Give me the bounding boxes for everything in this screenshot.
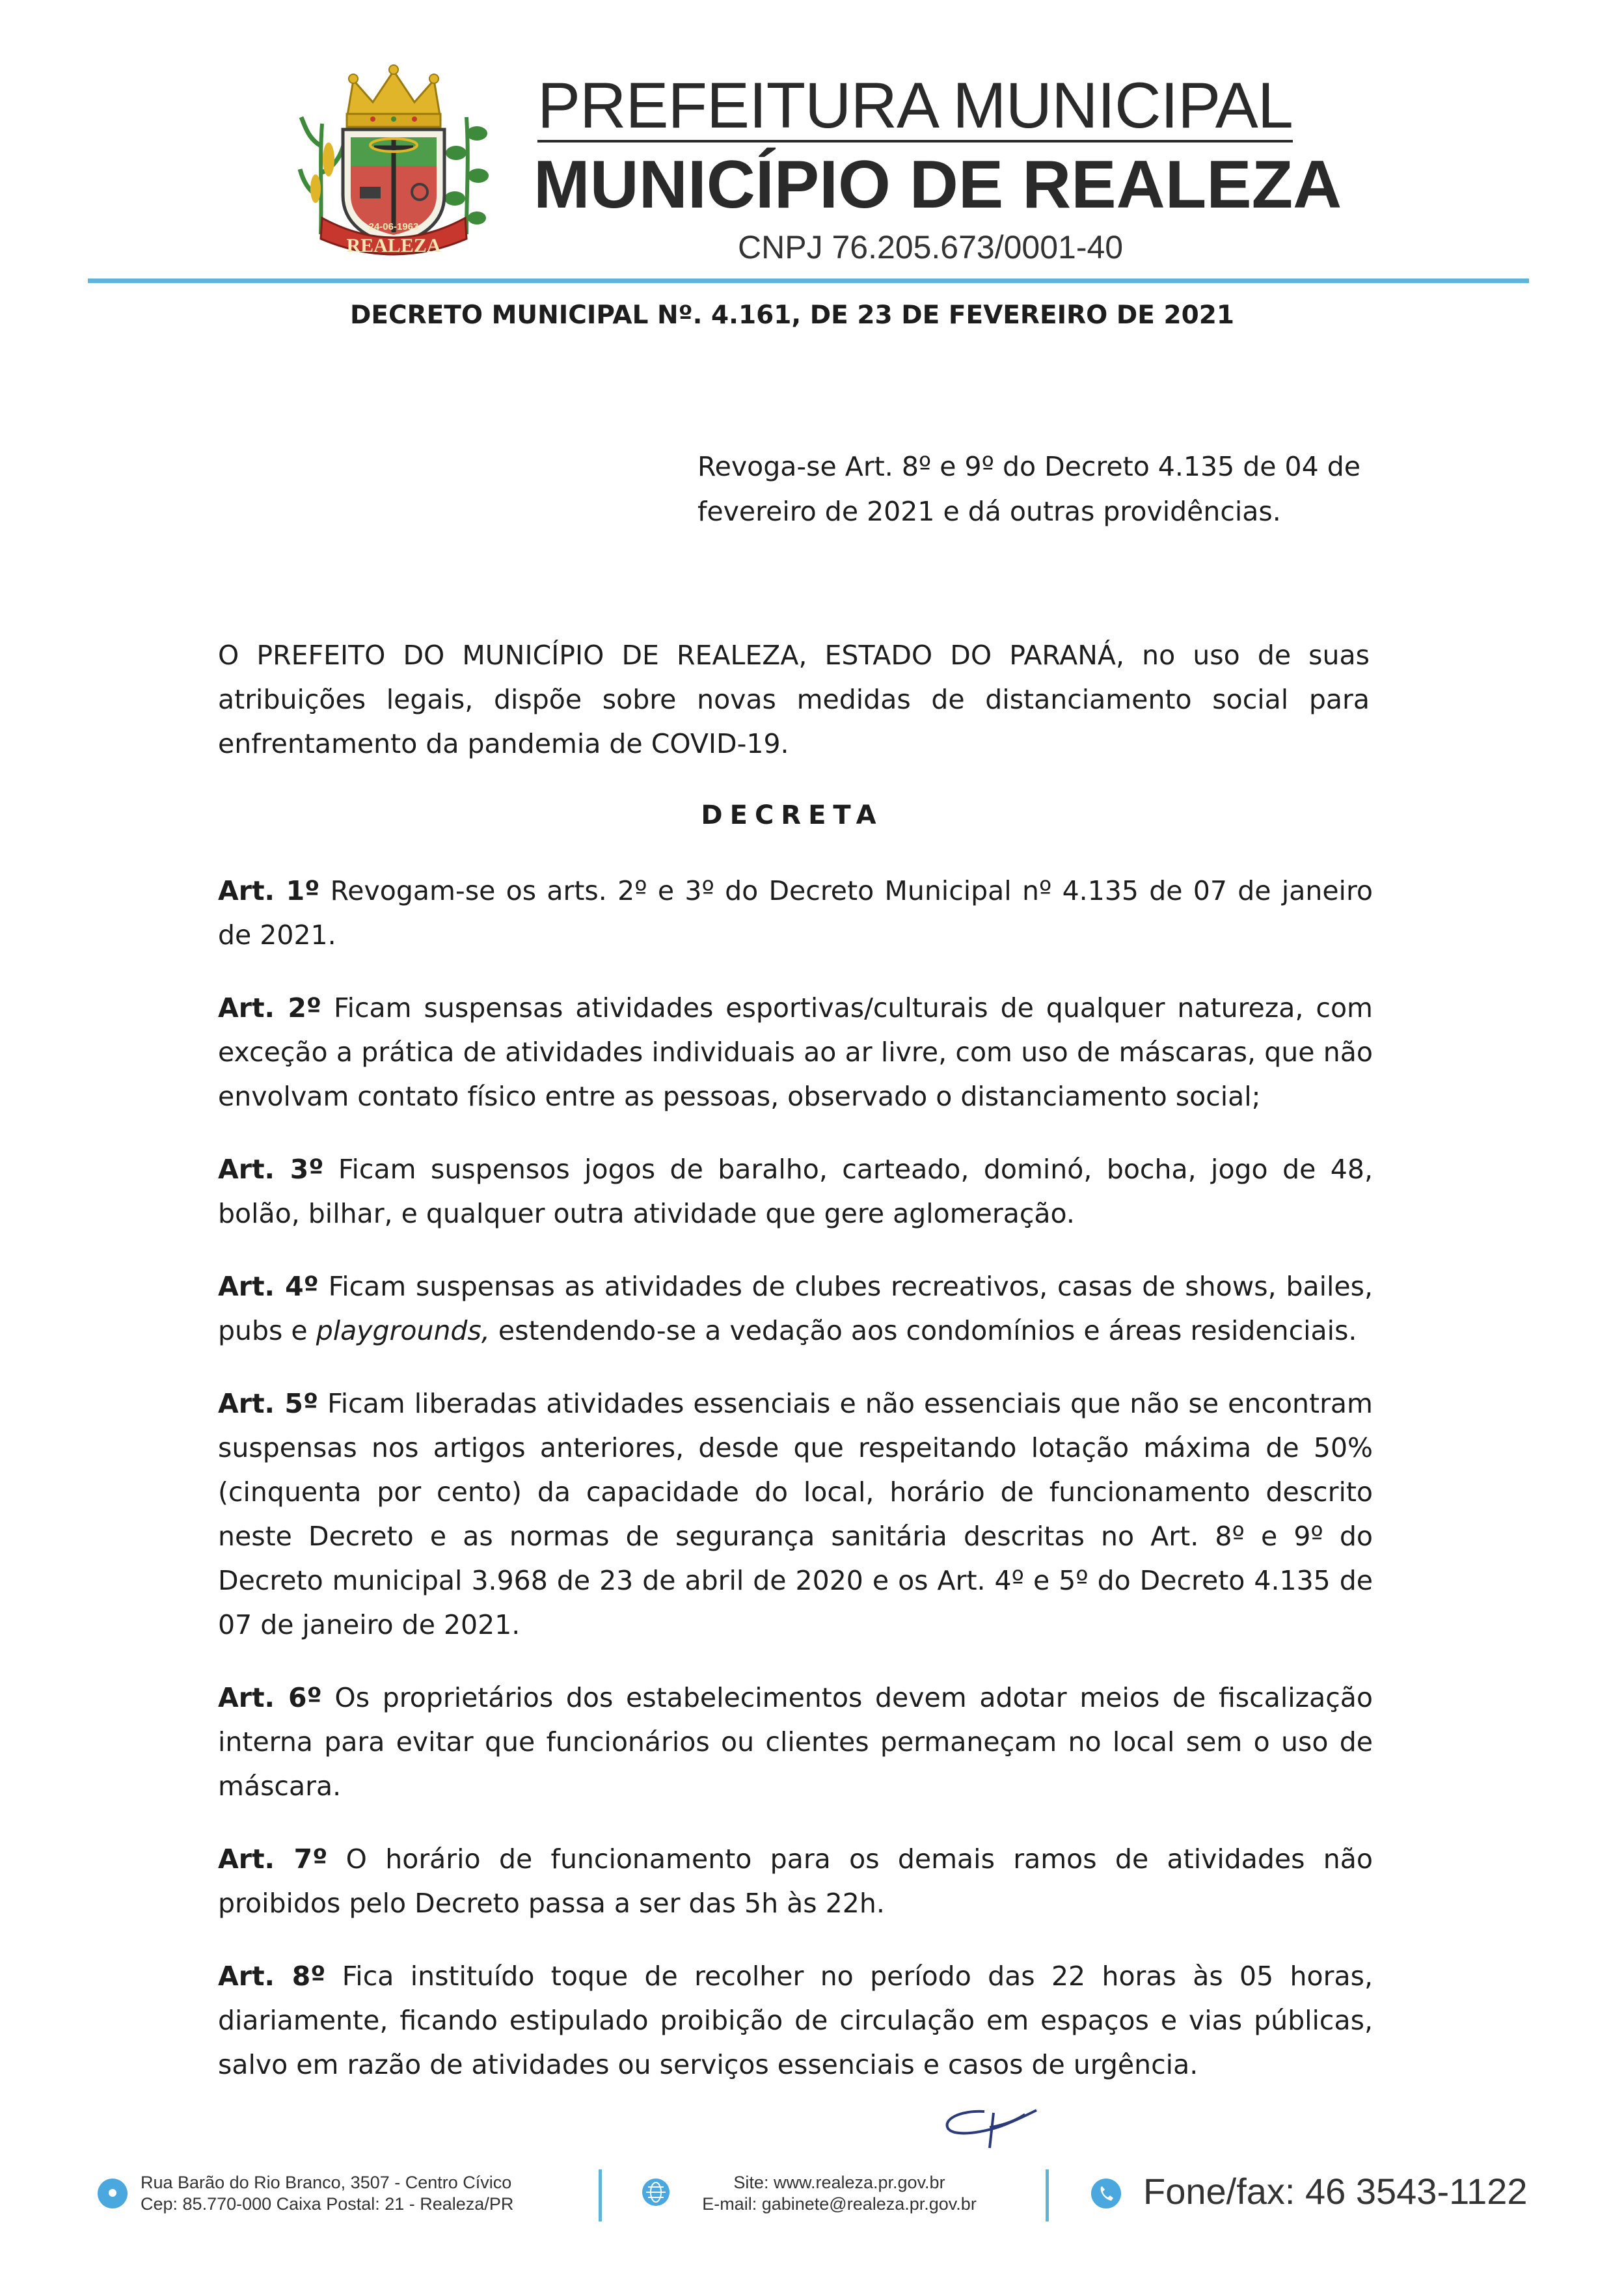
- globe-icon: [642, 2179, 670, 2206]
- crest-date: 24-06-1963: [368, 221, 419, 232]
- footer-phone: Fone/fax: 46 3543-1122: [1143, 2171, 1528, 2212]
- article-label: Art. 1º: [218, 875, 320, 906]
- article-text: estendendo-se a vedação aos condomínios e áreas residenciais.: [489, 1315, 1357, 1346]
- decreta-heading: DECRETA: [701, 800, 884, 830]
- footer-divider: [599, 2169, 602, 2221]
- location-pin-icon: [98, 2179, 128, 2208]
- site-link[interactable]: Site: www.realeza.pr.gov.br: [733, 2173, 945, 2192]
- article-5: [218, 1381, 1373, 1647]
- crest-name: REALEZA: [346, 235, 441, 256]
- email-link[interactable]: E-mail: gabinete@realeza.pr.gov.br: [702, 2194, 977, 2214]
- article-text: Os proprietários dos estabelecimentos devem adotar meios de fiscalização interna para evitar que funcionários ou clientes permaneçam no local sem o uso de máscara.: [218, 1682, 1373, 1802]
- crest-ribbon: [321, 218, 467, 256]
- decree-title: DECRETO MUNICIPAL Nº. 4.161, DE 23 DE FEVEREIRO DE 2021: [349, 301, 1235, 330]
- cnpj-text: CNPJ 76.205.673/0001-40: [738, 229, 1124, 265]
- phone-icon: [1091, 2179, 1121, 2208]
- article-text: Fica instituído toque de recolher no período das 22 horas às 05 horas, diariamente, ficando estipulado proibição de circulação em espaços e vias públicas, salvo em razão de atividades ou serviços essenciais e casos de urgência.: [218, 1961, 1373, 2080]
- article-8: [218, 1954, 1373, 2087]
- article-text: Ficam suspensos jogos de baralho, carteado, dominó, bocha, jogo de 48, bolão, bilhar, e qualquer outra atividade que gere aglomeração.: [218, 1154, 1373, 1229]
- address-line-1: Rua Barão do Rio Branco, 3507 - Centro Cívico: [141, 2173, 512, 2192]
- article-4: [218, 1264, 1373, 1353]
- decree-preamble: O PREFEITO DO MUNICÍPIO DE REALEZA, ESTADO DO PARANÁ, no uso de suas atribuições legais, dispõe sobre novas medidas de distanciamento social para enfrentamento da pandemia de COVID-19.: [218, 640, 1370, 759]
- article-1: [218, 869, 1373, 957]
- footer: [0, 2159, 1624, 2231]
- article-7: [218, 1837, 1373, 1925]
- article-3: [218, 1147, 1373, 1236]
- article-label: Art. 3º: [218, 1154, 324, 1185]
- decree-ementa: Revoga-se Art. 8º e 9º do Decreto 4.135 de 04 de fevereiro de 2021 e dá outras providências.: [697, 451, 1360, 527]
- article-label: Art. 4º: [218, 1271, 319, 1302]
- article-2: [218, 986, 1373, 1119]
- article-text: Ficam liberadas atividades essenciais e não essenciais que não se encontram suspensas nos artigos anteriores, desde que respeitando lotação máxima de 50% (cinquenta por cento) da capacidade do local, horário de funcionamento descrito neste Decreto e as normas de segurança sanitária descritas no Art. 8º e 9º do Decreto municipal 3.968 de 23 de abril de 2020 e os Art. 4º e 5º do Decreto 4.135 de 07 de janeiro de 2021.: [218, 1388, 1373, 1640]
- article-label: Art. 6º: [218, 1682, 322, 1713]
- article-6: [218, 1676, 1373, 1808]
- article-label: Art. 5º: [218, 1388, 319, 1419]
- address-line-2: Cep: 85.770-000 Caixa Postal: 21 - Realeza/PR: [141, 2194, 514, 2214]
- soy-plant-icon: [444, 117, 489, 234]
- article-text: Ficam suspensas as atividades de clubes recreativos, casas de shows, bailes, pubs e: [218, 1271, 1373, 1346]
- article-text: O horário de funcionamento para os demais ramos de atividades não proibidos pelo Decreto passa a ser das 5h às 22h.: [218, 1843, 1374, 1919]
- footer-divider: [1046, 2169, 1049, 2221]
- article-label: Art. 8º: [218, 1961, 326, 1992]
- signature-initials: [934, 2105, 1041, 2151]
- articles-list: [218, 869, 1373, 2115]
- municipal-crest-icon: [296, 62, 491, 260]
- corn-plant-icon: [300, 117, 344, 234]
- header-divider: [88, 278, 1529, 283]
- footer-address: [141, 2172, 513, 2215]
- prefeitura-title: PREFEITURA MUNICIPAL: [537, 69, 1293, 141]
- footer-web: [677, 2172, 1002, 2215]
- municipality-name: MUNICÍPIO DE REALEZA: [534, 147, 1342, 223]
- crown-icon: [347, 65, 440, 127]
- article-text-italic: playgrounds,: [316, 1315, 490, 1346]
- article-text: Revogam-se os arts. 2º e 3º do Decreto Municipal nº 4.135 de 07 de janeiro de 2021.: [218, 875, 1373, 951]
- article-label: Art. 2º: [218, 992, 321, 1024]
- article-text: Ficam suspensas atividades esportivas/culturais de qualquer natureza, com exceção a prática de atividades individuais ao ar livre, com uso de máscaras, que não envolvam contato físico entre as pessoas, observado o distanciamento social;: [218, 992, 1373, 1112]
- article-label: Art. 7º: [218, 1843, 328, 1875]
